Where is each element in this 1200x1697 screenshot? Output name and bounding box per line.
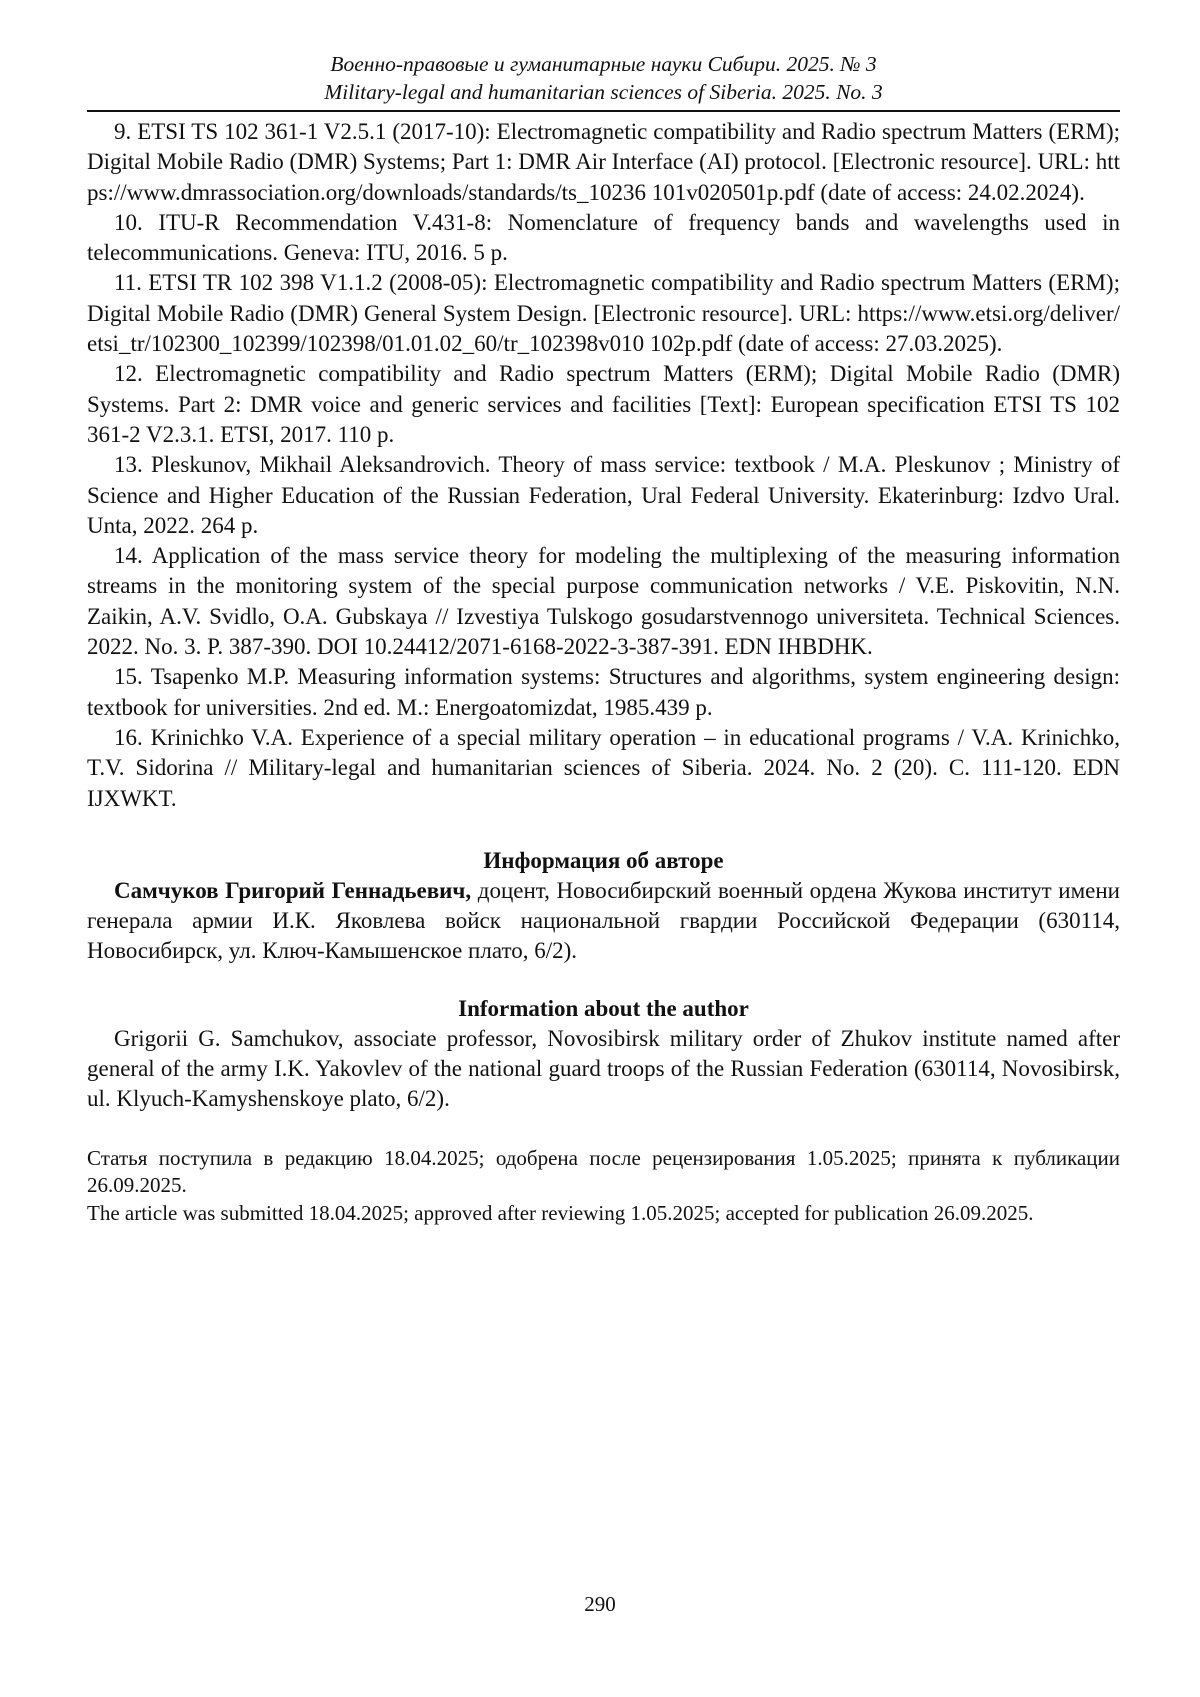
reference-text: (date of access: 27.03.2025). (732, 331, 1003, 357)
author-info-title-ru: Информация об авторе (483, 847, 724, 873)
author-info-title-en: Information about the author (458, 995, 749, 1021)
reference-text: (date of access: 24.02.2024). (814, 179, 1085, 205)
article-dates (87, 1145, 1120, 1228)
reference-text: 9. ETSI TS 102 361-1 V2.5.1 (2017-10): Electromagnetic compatibility and Radio spectrum Matters (ERM); Digital Mobile Radio (DMR) Systems; Part 1: DMR Air Interface (AI) protocol. [Electronic resource]. URL: (87, 119, 1120, 175)
reference-url: https://www.dmrassociation.org/downloads/standards/ts_10236 101v020501p.pdf (87, 149, 1120, 205)
reference-item: 15. Tsapenko M.P. Measuring information systems: Structures and algorithms, system engineering design: textbook for universities. 2nd ed. M.: Energoatomizdat, 1985.439 p. (87, 664, 1120, 720)
header-title-ru: Военно-правовые и гуманитарные науки Сибири. 2025. № 3 (330, 52, 877, 76)
reference-url: https://www.etsi.org/deliver/etsi_tr/102300_102399/102398/01.01.02_60/tr_102398v010 102p.pdf (87, 300, 1120, 357)
reference-item (87, 268, 1120, 359)
running-header (87, 0, 1120, 112)
reference-item (87, 117, 1120, 208)
document-page (87, 0, 1120, 1227)
header-title-en: Military-legal and humanitarian sciences of Siberia. 2025. No. 3 (324, 80, 883, 104)
reference-item: 16. Krinichko V.A. Experience of a special military operation – in educational programs / V.A. Krinichko, T.V. Sidorina // Military-legal and humanitarian sciences of Siberia. 2024. No. 2 (20). C. 111-120. EDN IJXWKT. (87, 724, 1120, 811)
page-number: 290 (584, 1592, 616, 1616)
reference-text: 11. ETSI TR 102 398 V1.1.2 (2008-05): Electromagnetic compatibility and Radio spectrum Matters (ERM); Digital Mobile Radio (DMR) General System Design. [Electronic resource]. URL: (87, 270, 1120, 326)
author-details-ru: доцент, Новосибирский военный ордена Жукова институт имени генерала армии И.К. Яковлева войск национальной гвардии Российской Федерации (630114, Новосибирск, ул. Ключ-Камышенское плато, 6/2). (87, 877, 1120, 964)
reference-list (87, 117, 1120, 814)
reference-item: 13. Pleskunov, Mikhail Aleksandrovich. Theory of mass service: textbook / M.A. Pleskunov ; Ministry of Science and Higher Education of the Russian Federation, Ural Federal University. Ekaterinburg: Izdvo Ural. Unta, 2022. 264 p. (87, 452, 1120, 538)
reference-item: 10. ITU-R Recommendation V.431-8: Nomenclature of frequency bands and wavelengths used in telecommunications. Geneva: ITU, 2016. 5 p. (87, 209, 1120, 266)
author-info-ru (87, 876, 1120, 967)
reference-item: 12. Electromagnetic compatibility and Radio spectrum Matters (ERM); Digital Mobile Radio (DMR) Systems. Part 2: DMR voice and generic services and facilities [Text]: European specification ETSI TS 102 361-2 V2.3.1. ETSI, 2017. 110 p. (87, 361, 1120, 447)
author-info-en: Grigorii G. Samchukov, associate professor, Novosibirsk military order of Zhukov institute named after general of the army I.K. Yakovlev of the national guard troops of the Russian Federation (630114, Novosibirsk, ul. Klyuch-Kamyshenskoye plato, 6/2). (87, 1025, 1120, 1112)
article-dates-ru: Статья поступила в редакцию 18.04.2025; одобрена после рецензирования 1.05.2025; принята к публикации 26.09.2025. (87, 1145, 1120, 1198)
author-name-ru: Самчуков Григорий Геннадьевич, (114, 877, 472, 903)
reference-item: 14. Application of the mass service theory for modeling the multiplexing of the measuring information streams in the monitoring system of the special purpose communication networks / V.E. Piskovitin, N.N. Zaikin, A.V. Svidlo, O.A. Gubskaya // Izvestiya Tulskogo gosudarstvennogo universiteta. Technical Sciences. 2022. No. 3. P. 387-390. DOI 10.24412/2071-6168-2022-3-387-391. EDN IHBDHK. (87, 543, 1120, 660)
article-dates-en: The article was submitted 18.04.2025; approved after reviewing 1.05.2025; accepted for publication 26.09.2025. (87, 1200, 1034, 1225)
